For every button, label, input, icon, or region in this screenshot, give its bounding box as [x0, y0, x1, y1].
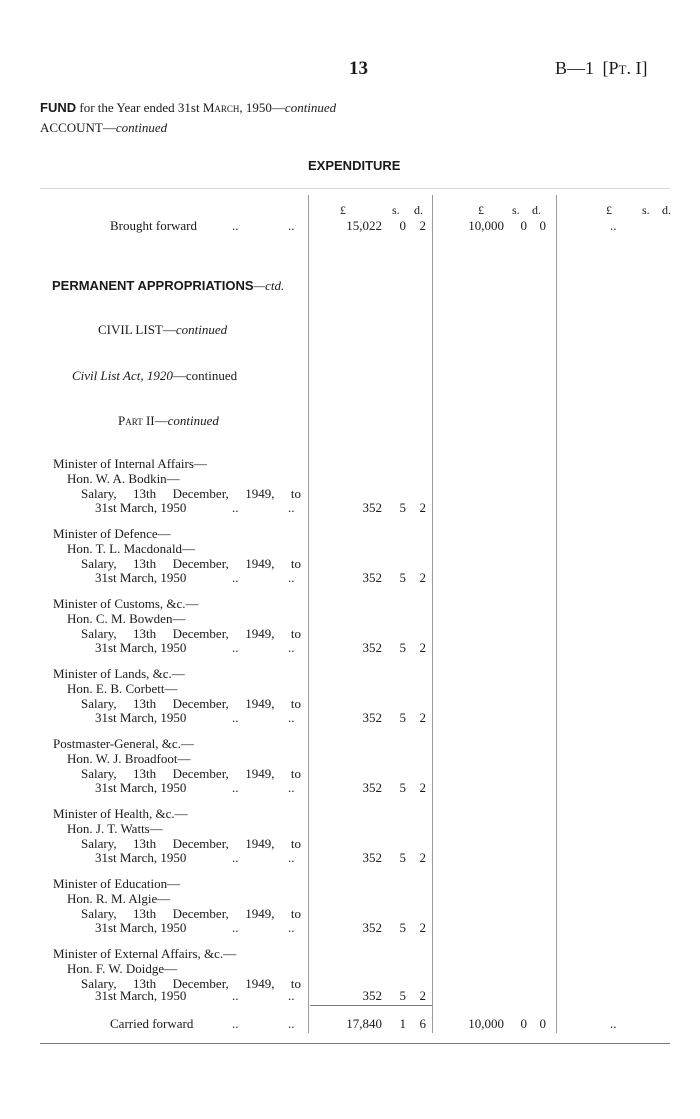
col3-pound-header: £	[606, 203, 612, 217]
entry-office: Minister of Health, &c.—	[53, 806, 188, 821]
table-top-rule	[40, 188, 670, 189]
permanent-appropriations-text: PERMANENT APPROPRIATIONS	[52, 278, 254, 293]
entry-holder: Hon. F. W. Doidge—	[67, 961, 178, 976]
civil-list-heading	[98, 322, 227, 338]
permanent-appropriations-suffix: —ctd.	[253, 278, 285, 293]
entry-pence: 2	[419, 780, 426, 795]
entry-shillings: 5	[399, 710, 406, 725]
table-bottom-rule	[40, 1043, 670, 1044]
entry-office: Minister of Customs, &c.—	[53, 596, 199, 611]
entry-leader-2: ..	[288, 850, 295, 865]
carried-forward-col2-shillings: 0	[520, 1016, 527, 1031]
col2-shillings-header: s.	[512, 203, 520, 217]
entry-shillings: 5	[399, 780, 406, 795]
entry-shillings: 5	[399, 570, 406, 585]
entry-leader-1: ..	[232, 920, 239, 935]
entry-leader-1: ..	[232, 710, 239, 725]
entry-pence: 2	[419, 920, 426, 935]
entry-shillings: 5	[399, 988, 406, 1003]
carried-forward-col1-pounds: 17,840	[346, 1016, 382, 1031]
document-part: [Pt. I]	[602, 58, 648, 78]
entry-office: Minister of Education—	[53, 876, 181, 891]
entry-pounds: 352	[362, 920, 382, 935]
entry-shillings: 5	[399, 850, 406, 865]
entry-pounds: 352	[362, 570, 382, 585]
brought-forward-leader-2: ..	[288, 218, 295, 233]
carried-forward-label: Carried forward	[110, 1016, 194, 1031]
brought-forward-col2-pence: 0	[539, 218, 546, 233]
civil-list-act-heading	[72, 368, 237, 384]
permanent-appropriations-heading	[52, 278, 284, 294]
brought-forward-label: Brought forward	[110, 218, 198, 233]
account-title	[40, 120, 167, 136]
entry-until: 31st March, 1950	[95, 780, 187, 795]
entry-leader-1: ..	[232, 850, 239, 865]
account-word: ACCOUNT—	[40, 120, 116, 135]
entry-until: 31st March, 1950	[95, 988, 187, 1003]
entry-until: 31st March, 1950	[95, 710, 187, 725]
column-rule-3	[556, 195, 557, 1033]
entry-until: 31st March, 1950	[95, 640, 187, 655]
col1-pence-header: d.	[414, 203, 423, 217]
col2-pence-header: d.	[532, 203, 541, 217]
entry-until: 31st March, 1950	[95, 920, 187, 935]
entry-pounds: 352	[362, 988, 382, 1003]
fund-word: FUND	[40, 100, 77, 115]
entry-pounds: 352	[362, 640, 382, 655]
entry-holder: Hon. C. M. Bowden—	[67, 611, 186, 626]
entry-holder: Hon. E. B. Corbett—	[67, 681, 178, 696]
carried-forward-col1-shillings: 1	[399, 1016, 406, 1031]
civil-list-act-text: Civil List Act, 1920	[72, 368, 173, 383]
entry-until: 31st March, 1950	[95, 570, 187, 585]
entry-pence: 2	[419, 640, 426, 655]
entry-pence: 2	[419, 710, 426, 725]
brought-forward-col2-pounds: 10,000	[468, 218, 504, 233]
col1-pound-header: £	[340, 203, 346, 217]
fund-title-continued: continued	[284, 100, 337, 115]
entry-pence: 2	[419, 500, 426, 515]
entry-leader-2: ..	[288, 570, 295, 585]
entry-shillings: 5	[399, 640, 406, 655]
carried-forward-col2-pounds: 10,000	[468, 1016, 504, 1031]
brought-forward-col1-shillings: 0	[399, 218, 406, 233]
entry-salary: Salary, 13th December, 1949, to	[81, 766, 301, 781]
fund-title-month: March	[202, 100, 240, 115]
carried-forward-col3-leader: ..	[610, 1016, 617, 1031]
entry-salary: Salary, 13th December, 1949, to	[81, 486, 301, 501]
part-two-heading	[118, 413, 219, 429]
entry-office: Minister of Lands, &c.—	[53, 666, 185, 681]
entry-leader-2: ..	[288, 988, 295, 1003]
document-ref: B—1	[555, 58, 595, 78]
brought-forward-leader-1: ..	[232, 218, 239, 233]
entry-holder: Hon. W. J. Broadfoot—	[67, 751, 191, 766]
part-two-suffix: continued	[167, 413, 219, 428]
entry-until: 31st March, 1950	[95, 500, 187, 515]
entry-leader-2: ..	[288, 780, 295, 795]
brought-forward-col1-pence: 2	[419, 218, 426, 233]
entry-leader-1: ..	[232, 988, 239, 1003]
brought-forward-col1-pounds: 15,022	[346, 218, 382, 233]
entry-shillings: 5	[399, 920, 406, 935]
brought-forward-col2-shillings: 0	[520, 218, 527, 233]
column-rule-2	[432, 195, 433, 1033]
subtotal-rule	[310, 1005, 432, 1006]
col3-pence-header: d.	[662, 203, 671, 217]
civil-list-text: CIVIL LIST—	[98, 322, 176, 337]
entry-pounds: 352	[362, 710, 382, 725]
entry-holder: Hon. W. A. Bodkin—	[67, 471, 180, 486]
carried-forward-leader-1: ..	[232, 1016, 239, 1031]
entry-pounds: 352	[362, 780, 382, 795]
entry-pence: 2	[419, 570, 426, 585]
civil-list-act-suffix: —continued	[172, 368, 238, 383]
entry-leader-1: ..	[232, 500, 239, 515]
entry-salary: Salary, 13th December, 1949, to	[81, 906, 301, 921]
col3-shillings-header: s.	[642, 203, 650, 217]
entry-leader-2: ..	[288, 500, 295, 515]
entry-leader-2: ..	[288, 920, 295, 935]
entry-pounds: 352	[362, 500, 382, 515]
carried-forward-leader-2: ..	[288, 1016, 295, 1031]
entry-salary: Salary, 13th December, 1949, to	[81, 626, 301, 641]
entry-salary: Salary, 13th December, 1949, to	[81, 836, 301, 851]
civil-list-suffix: continued	[175, 322, 228, 337]
account-continued: continued	[115, 120, 168, 135]
fund-title-text: for the Year ended 31st	[76, 100, 203, 115]
entry-holder: Hon. R. M. Algie—	[67, 891, 171, 906]
entry-leader-1: ..	[232, 780, 239, 795]
entry-salary: Salary, 13th December, 1949, to	[81, 556, 301, 571]
col2-pound-header: £	[478, 203, 484, 217]
entry-pounds: 352	[362, 850, 382, 865]
entry-shillings: 5	[399, 500, 406, 515]
entry-until: 31st March, 1950	[95, 850, 187, 865]
part-two-text: Part II—	[118, 413, 168, 428]
entry-leader-1: ..	[232, 570, 239, 585]
entry-office: Minister of Defence—	[53, 526, 171, 541]
document-reference	[555, 58, 647, 79]
fund-title	[40, 100, 336, 116]
entry-pence: 2	[419, 988, 426, 1003]
entry-salary: Salary, 13th December, 1949, to	[81, 696, 301, 711]
expenditure-heading: EXPENDITURE	[308, 158, 401, 173]
entry-office: Postmaster-General, &c.—	[53, 736, 194, 751]
entry-holder: Hon. J. T. Watts—	[67, 821, 163, 836]
entry-holder: Hon. T. L. Macdonald—	[67, 541, 196, 556]
entry-office: Minister of Internal Affairs—	[53, 456, 207, 471]
entry-leader-2: ..	[288, 640, 295, 655]
entry-office: Minister of External Affairs, &c.—	[53, 946, 237, 961]
carried-forward-col1-pence: 6	[419, 1016, 426, 1031]
entry-pence: 2	[419, 850, 426, 865]
entry-leader-1: ..	[232, 640, 239, 655]
fund-title-year: , 1950—	[239, 100, 285, 115]
carried-forward-col2-pence: 0	[539, 1016, 546, 1031]
entry-salary: Salary, 13th December, 1949, to	[81, 976, 301, 991]
entry-leader-2: ..	[288, 710, 295, 725]
brought-forward-col3-leader: ..	[610, 218, 617, 233]
column-rule-1	[308, 195, 309, 1033]
col1-shillings-header: s.	[392, 203, 400, 217]
page-number: 13	[349, 58, 368, 79]
